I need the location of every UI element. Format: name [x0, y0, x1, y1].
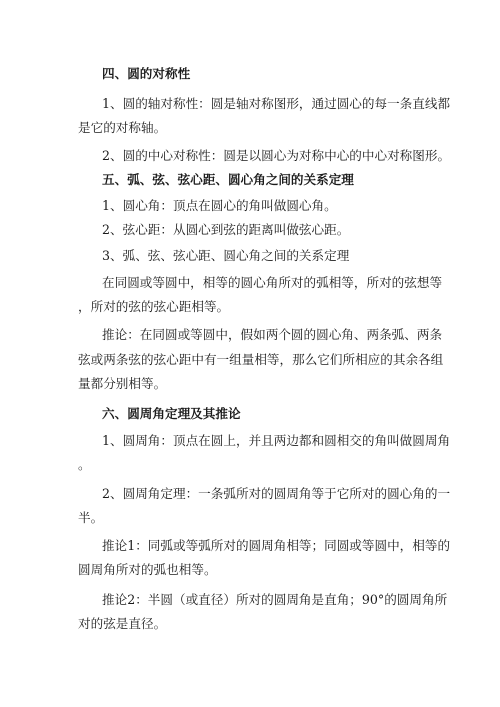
section6-corollary1-line1: 推论1：同弧或等弧所对的圆周角相等；同圆或等圆中，相等的 [102, 538, 451, 553]
section4-p1-line1: 1、圆的轴对称性：圆是轴对称图形，通过圆心的每一条直线都 [102, 96, 451, 111]
section6-heading: 六、圆周角定理及其推论 [102, 406, 241, 421]
section5-corollary-line2: 弦或两条弦的弦心距中有一组量相等，那么它们所相应的其余各组 [78, 352, 444, 367]
section5-item3: 3、弧、弦、弦心距、圆心角之间的关系定理 [102, 248, 350, 263]
section4-heading: 四、圆的对称性 [102, 66, 191, 81]
section5-theorem-line1: 在同圆或等圆中，相等的圆心角所对的弧相等，所对的弦想等 [102, 275, 443, 290]
section6-corollary2-line2: 对的弦是直径。 [78, 616, 167, 631]
section5-item2: 2、弦心距：从圆心到弦的距离叫做弦心距。 [102, 222, 350, 237]
section6-item2-line2: 半。 [78, 510, 104, 525]
section4-p1-line2: 是它的对称轴。 [78, 120, 167, 135]
section6-corollary2-line1: 推论2：半圆（或直径）所对的圆周角是直角；90°的圆周角所 [102, 592, 448, 607]
section5-item1: 1、圆心角：顶点在圆心的角叫做圆心角。 [102, 198, 337, 213]
section6-item2-line1: 2、圆周角定理：一条弧所对的圆周角等于它所对的圆心角的一 [102, 486, 451, 501]
section4-p2-line1: 2、圆的中心对称性：圆是以圆心为对称中心的中心对称图形。 [102, 148, 451, 163]
section6-corollary1-line2: 圆周角所对的弧也相等。 [78, 562, 217, 577]
section5-heading: 五、弧、弦、弦心距、圆心角之间的关系定理 [102, 172, 354, 187]
section6-item1-line2: 。 [78, 457, 91, 472]
section6-item1-line1: 1、圆周角：顶点在圆上，并且两边都和圆相交的角叫做圆周角 [102, 433, 451, 448]
section5-corollary-line1: 推论：在同圆或等圆中，假如两个圆的圆心角、两条弧、两条 [102, 327, 443, 342]
section5-corollary-line3: 量都分别相等。 [78, 376, 167, 391]
section5-theorem-line2: ，所对的弦的弦心距相等。 [78, 299, 230, 314]
